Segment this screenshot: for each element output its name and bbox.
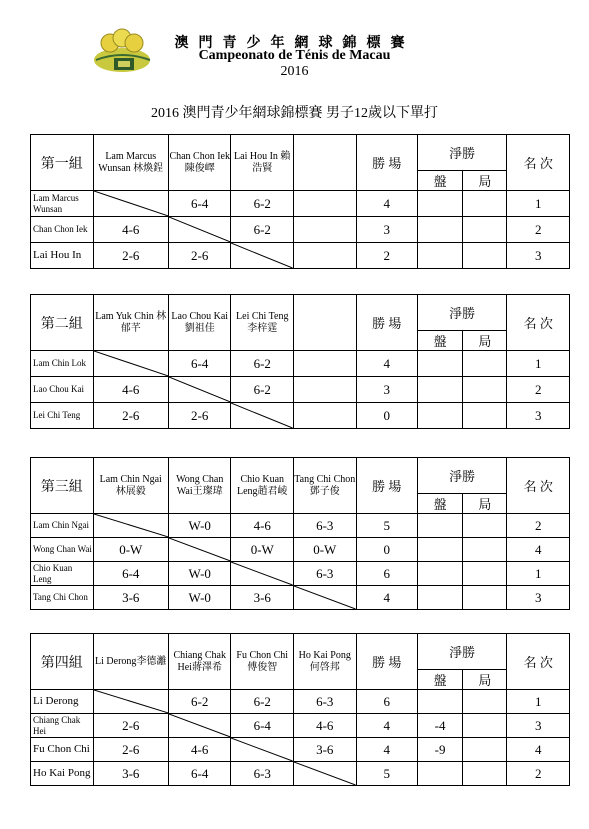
net-games-value bbox=[463, 586, 507, 610]
rank-value: 4 bbox=[507, 538, 570, 562]
games-header: 局 bbox=[463, 670, 507, 690]
wins-value: 6 bbox=[356, 562, 417, 586]
self-match-cell bbox=[93, 690, 168, 714]
diagonal-line bbox=[169, 217, 231, 242]
score-cell: 2-6 bbox=[93, 403, 168, 429]
wins-value: 0 bbox=[356, 403, 417, 429]
header-title-chinese: 澳門青少年網球錦標賽 bbox=[174, 36, 415, 51]
player-header-4: Tang Chi Chon鄧子俊 bbox=[294, 458, 357, 514]
score-cell: W-0 bbox=[168, 562, 231, 586]
group-table-4 bbox=[30, 633, 570, 786]
score-cell: 0-W bbox=[93, 538, 168, 562]
score-cell bbox=[294, 243, 357, 269]
self-match-cell bbox=[93, 191, 168, 217]
row-player-name: Li Derong bbox=[31, 690, 94, 714]
score-cell: 0-W bbox=[294, 538, 357, 562]
wins-header: 勝 場 bbox=[356, 458, 417, 514]
diagonal-line bbox=[231, 403, 293, 428]
table-row bbox=[31, 191, 570, 217]
player-header-2: Chan Chon Iek 陳俊嶧 bbox=[168, 135, 231, 191]
player-header-1: Li Derong李德灕 bbox=[93, 634, 168, 690]
wins-value: 2 bbox=[356, 243, 417, 269]
row-player-name: Lao Chou Kai bbox=[31, 377, 94, 403]
net-sets-value bbox=[417, 514, 462, 538]
score-cell: 4-6 bbox=[93, 217, 168, 243]
net-games-value bbox=[463, 377, 507, 403]
self-match-cell bbox=[294, 762, 357, 786]
diagonal-line bbox=[294, 586, 356, 609]
wins-header: 勝 場 bbox=[356, 634, 417, 690]
net-games-value bbox=[463, 243, 507, 269]
self-match-cell bbox=[93, 514, 168, 538]
net-header: 淨勝 bbox=[417, 634, 506, 670]
self-match-cell bbox=[231, 562, 294, 586]
score-cell: W-0 bbox=[168, 586, 231, 610]
diagonal-line bbox=[231, 738, 293, 761]
score-cell: 2-6 bbox=[93, 714, 168, 738]
net-games-value bbox=[463, 562, 507, 586]
row-player-name: Tang Chi Chon bbox=[31, 586, 94, 610]
player-header-1: Lam Marcus Wunsan 林煥鋥 bbox=[93, 135, 168, 191]
sets-header: 盤 bbox=[417, 331, 462, 351]
diagonal-line bbox=[231, 562, 293, 585]
rank-value: 3 bbox=[507, 243, 570, 269]
self-match-cell bbox=[168, 217, 231, 243]
rank-value: 1 bbox=[507, 351, 570, 377]
net-games-value bbox=[463, 514, 507, 538]
table-row bbox=[31, 514, 570, 538]
player-header-3: Lai Hou In 賴浩賢 bbox=[231, 135, 294, 191]
rank-header: 名 次 bbox=[507, 135, 570, 191]
self-match-cell bbox=[294, 586, 357, 610]
games-header: 局 bbox=[463, 171, 507, 191]
row-player-name: Lam Chin Ngai bbox=[31, 514, 94, 538]
player-header-3: Lei Chi Teng李梓霆 bbox=[231, 295, 294, 351]
rank-value: 2 bbox=[507, 217, 570, 243]
rank-value: 3 bbox=[507, 714, 570, 738]
row-player-name: Lam Marcus Wunsan bbox=[31, 191, 94, 217]
net-sets-value bbox=[417, 191, 462, 217]
wins-value: 5 bbox=[356, 762, 417, 786]
table-row bbox=[31, 762, 570, 786]
table-row bbox=[31, 403, 570, 429]
wins-value: 4 bbox=[356, 191, 417, 217]
table-row bbox=[31, 714, 570, 738]
net-games-value bbox=[463, 403, 507, 429]
net-sets-value bbox=[417, 562, 462, 586]
diagonal-line bbox=[169, 538, 231, 561]
wins-value: 4 bbox=[356, 351, 417, 377]
player-header-3: Chio Kuan Leng趙君崚 bbox=[231, 458, 294, 514]
table-row bbox=[31, 351, 570, 377]
self-match-cell bbox=[168, 377, 231, 403]
diagonal-line bbox=[94, 514, 168, 537]
player-header-2: Lao Chou Kai劉祖佳 bbox=[168, 295, 231, 351]
score-cell: 6-2 bbox=[231, 351, 294, 377]
row-player-name: Lam Chin Lok bbox=[31, 351, 94, 377]
table-row bbox=[31, 538, 570, 562]
score-cell: 6-4 bbox=[231, 714, 294, 738]
sets-header: 盤 bbox=[417, 494, 462, 514]
row-player-name: Chan Chon Iek bbox=[31, 217, 94, 243]
net-sets-value bbox=[417, 690, 462, 714]
score-cell bbox=[294, 377, 357, 403]
net-sets-value bbox=[417, 243, 462, 269]
rank-value: 4 bbox=[507, 738, 570, 762]
row-player-name: Ho Kai Pong bbox=[31, 762, 94, 786]
self-match-cell bbox=[168, 538, 231, 562]
score-cell bbox=[294, 351, 357, 377]
net-sets-value: -9 bbox=[417, 738, 462, 762]
score-cell: 0-W bbox=[231, 538, 294, 562]
score-cell: 6-4 bbox=[168, 351, 231, 377]
rank-header: 名 次 bbox=[507, 295, 570, 351]
diagonal-line bbox=[294, 762, 356, 785]
row-player-name: Lai Hou In bbox=[31, 243, 94, 269]
wins-value: 6 bbox=[356, 690, 417, 714]
player-header-4 bbox=[294, 295, 357, 351]
score-cell: 6-4 bbox=[93, 562, 168, 586]
net-sets-value bbox=[417, 538, 462, 562]
net-games-value bbox=[463, 690, 507, 714]
games-header: 局 bbox=[463, 331, 507, 351]
rank-value: 3 bbox=[507, 403, 570, 429]
score-cell: 2-6 bbox=[168, 403, 231, 429]
self-match-cell bbox=[168, 714, 231, 738]
rank-value: 1 bbox=[507, 562, 570, 586]
player-header-2: Wong Chan Wai王璨瑋 bbox=[168, 458, 231, 514]
wins-value: 0 bbox=[356, 538, 417, 562]
group-name: 第一組 bbox=[31, 135, 94, 191]
score-cell: 3-6 bbox=[231, 586, 294, 610]
net-sets-value bbox=[417, 351, 462, 377]
net-games-value bbox=[463, 538, 507, 562]
table-row bbox=[31, 562, 570, 586]
table-row bbox=[31, 738, 570, 762]
net-games-value bbox=[463, 714, 507, 738]
score-cell: 3-6 bbox=[294, 738, 357, 762]
player-header-4 bbox=[294, 135, 357, 191]
document-title: 2016 澳門青少年網球錦標賽 男子12歲以下單打 bbox=[151, 106, 438, 121]
score-cell: 6-3 bbox=[231, 762, 294, 786]
score-cell: 2-6 bbox=[93, 243, 168, 269]
net-sets-value bbox=[417, 377, 462, 403]
score-cell: 6-3 bbox=[294, 690, 357, 714]
net-games-value bbox=[463, 351, 507, 377]
player-header-3: Fu Chon Chi傅俊智 bbox=[231, 634, 294, 690]
score-cell: 6-2 bbox=[168, 690, 231, 714]
wins-value: 5 bbox=[356, 514, 417, 538]
row-player-name: Chio Kuan Leng bbox=[31, 562, 94, 586]
score-cell: 6-3 bbox=[294, 562, 357, 586]
group-table-2 bbox=[30, 294, 570, 429]
games-header: 局 bbox=[463, 494, 507, 514]
rank-header: 名 次 bbox=[507, 634, 570, 690]
group-table-1 bbox=[30, 134, 570, 269]
table-row bbox=[31, 217, 570, 243]
wins-value: 4 bbox=[356, 738, 417, 762]
wins-header: 勝 場 bbox=[356, 295, 417, 351]
row-player-name: Lei Chi Teng bbox=[31, 403, 94, 429]
net-header: 淨勝 bbox=[417, 135, 506, 171]
rank-value: 1 bbox=[507, 690, 570, 714]
score-cell bbox=[294, 191, 357, 217]
table-row bbox=[31, 243, 570, 269]
diagonal-line bbox=[94, 351, 168, 376]
score-cell: 6-4 bbox=[168, 762, 231, 786]
score-cell bbox=[294, 217, 357, 243]
net-header: 淨勝 bbox=[417, 458, 506, 494]
net-header: 淨勝 bbox=[417, 295, 506, 331]
row-player-name: Wong Chan Wai bbox=[31, 538, 94, 562]
self-match-cell bbox=[231, 243, 294, 269]
diagonal-line bbox=[169, 714, 231, 737]
self-match-cell bbox=[231, 738, 294, 762]
wins-value: 4 bbox=[356, 714, 417, 738]
score-cell: 6-2 bbox=[231, 191, 294, 217]
net-sets-value: -4 bbox=[417, 714, 462, 738]
diagonal-line bbox=[169, 377, 231, 402]
net-games-value bbox=[463, 738, 507, 762]
rank-value: 3 bbox=[507, 586, 570, 610]
player-header-1: Lam Yuk Chin 林郁芊 bbox=[93, 295, 168, 351]
row-player-name: Fu Chon Chi bbox=[31, 738, 94, 762]
score-cell: W-0 bbox=[168, 514, 231, 538]
row-player-name: Chiang Chak Hei bbox=[31, 714, 94, 738]
table-row bbox=[31, 690, 570, 714]
self-match-cell bbox=[93, 351, 168, 377]
group-name: 第二組 bbox=[31, 295, 94, 351]
score-cell: 3-6 bbox=[93, 586, 168, 610]
net-sets-value bbox=[417, 586, 462, 610]
net-sets-value bbox=[417, 403, 462, 429]
sets-header: 盤 bbox=[417, 171, 462, 191]
net-games-value bbox=[463, 762, 507, 786]
wins-value: 3 bbox=[356, 217, 417, 243]
self-match-cell bbox=[231, 403, 294, 429]
player-header-4: Ho Kai Pong何啓邦 bbox=[294, 634, 357, 690]
score-cell: 2-6 bbox=[93, 738, 168, 762]
wins-value: 3 bbox=[356, 377, 417, 403]
rank-value: 2 bbox=[507, 377, 570, 403]
header-title-portuguese: Campeonato de Ténis de Macau bbox=[198, 48, 391, 63]
wins-value: 4 bbox=[356, 586, 417, 610]
group-name: 第四組 bbox=[31, 634, 94, 690]
table-row bbox=[31, 586, 570, 610]
group-name: 第三組 bbox=[31, 458, 94, 514]
score-cell: 4-6 bbox=[231, 514, 294, 538]
score-cell: 2-6 bbox=[168, 243, 231, 269]
score-cell: 4-6 bbox=[168, 738, 231, 762]
net-sets-value bbox=[417, 762, 462, 786]
score-cell bbox=[294, 403, 357, 429]
header-year: 2016 bbox=[280, 64, 309, 79]
net-sets-value bbox=[417, 217, 462, 243]
score-cell: 6-3 bbox=[294, 514, 357, 538]
net-games-value bbox=[463, 217, 507, 243]
rank-header: 名 次 bbox=[507, 458, 570, 514]
score-cell: 6-2 bbox=[231, 690, 294, 714]
score-cell: 4-6 bbox=[93, 377, 168, 403]
sets-header: 盤 bbox=[417, 670, 462, 690]
rank-value: 2 bbox=[507, 514, 570, 538]
diagonal-line bbox=[231, 243, 293, 268]
group-table-3 bbox=[30, 457, 570, 610]
score-cell: 4-6 bbox=[294, 714, 357, 738]
net-games-value bbox=[463, 191, 507, 217]
player-header-2: Chiang Chak Hei蔣澤希 bbox=[168, 634, 231, 690]
diagonal-line bbox=[94, 690, 168, 713]
table-row bbox=[31, 377, 570, 403]
rank-value: 1 bbox=[507, 191, 570, 217]
score-cell: 6-2 bbox=[231, 377, 294, 403]
score-cell: 6-4 bbox=[168, 191, 231, 217]
wins-header: 勝 場 bbox=[356, 135, 417, 191]
diagonal-line bbox=[94, 191, 168, 216]
rank-value: 2 bbox=[507, 762, 570, 786]
score-cell: 6-2 bbox=[231, 217, 294, 243]
player-header-1: Lam Chin Ngai 林展毅 bbox=[93, 458, 168, 514]
score-cell: 3-6 bbox=[93, 762, 168, 786]
